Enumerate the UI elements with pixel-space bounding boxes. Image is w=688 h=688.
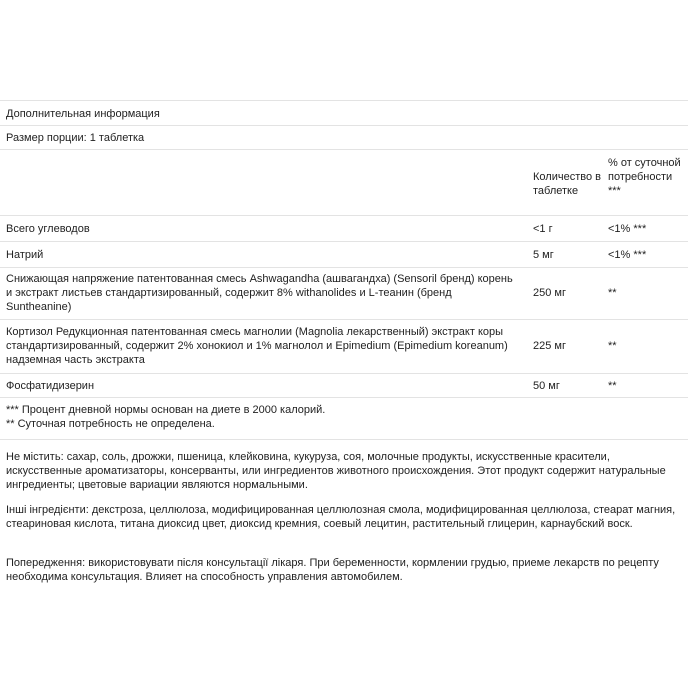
other-ingredients: Інші інгредієнти: декстроза, целлюлоза, модифицированная целлюлозная смола, модифицированная целлюлоза, стеарат магния, стеариновая кислота, титана диоксид цвет, диоксид кремния, соевый лецитин, растительный глицерин, карнаубский воск.	[6, 504, 676, 530]
table-row	[0, 242, 688, 268]
nutrient-amount: 225 мг	[533, 340, 566, 352]
nutrient-daily-value: <1% ***	[608, 249, 647, 261]
nutrient-name: Натрий	[6, 249, 44, 261]
supplement-facts-panel	[0, 100, 688, 440]
daily-value-column-header: % от суточной потребности ***	[608, 157, 681, 197]
serving-size-row	[0, 126, 688, 150]
nutrient-amount: 5 мг	[533, 249, 554, 261]
nutrient-name: Снижающая напряжение патентованная смесь Ashwagandha (ашвагандха) (Sensoril бренд) корень и экстракт листьев стандартизированный, содержит 8% withanolides и L-теанин (бренд Suntheanine)	[6, 273, 513, 313]
table-row	[0, 374, 688, 398]
table-row	[0, 320, 688, 374]
table-row	[0, 268, 688, 320]
nutrient-name: Кортизол Редукционная патентованная смесь магнолии (Magnolia лекарственный) экстракт коры стандартизированный, содержит 2% хонокиол и 1% магнолол и Epimedium (Epimedium koreanum) надземная часть экстракта	[6, 326, 508, 366]
footnote-dv-basis: *** Процент дневной нормы основан на диете в 2000 калорий.	[6, 404, 326, 416]
section-title: Дополнительная информация	[6, 108, 160, 120]
table-row	[0, 216, 688, 242]
nutrient-daily-value: <1% ***	[608, 223, 647, 235]
nutrient-amount: <1 г	[533, 223, 553, 235]
nutrient-amount: 250 мг	[533, 287, 566, 299]
nutrient-daily-value: **	[608, 340, 617, 352]
nutrient-daily-value: **	[608, 287, 617, 299]
nutrient-name: Всего углеводов	[6, 223, 90, 235]
nutrient-name: Фосфатидизерин	[6, 380, 95, 392]
nutrient-amount: 50 мг	[533, 380, 560, 392]
column-header-row	[0, 150, 688, 216]
warning-statement: Попередження: використовувати після консультації лікаря. При беременности, кормлении грудью, приеме лекарств по рецепту необходима консультация. Влияет на способность управления автомобилем.	[6, 557, 659, 583]
amount-column-header: Количество в таблетке	[533, 171, 601, 197]
free-from-statement: Не містить: сахар, соль, дрожжи, пшеница, клейковина, кукуруза, соя, молочные продукты, искусственные красители, искусственные ароматизаторы, консерванты, или ингредиентов животного происхождения. Этот продукт содержит натуральные ингредиенты; цветовые вариации являются нормальными.	[6, 451, 666, 491]
section-title-row	[0, 100, 688, 126]
serving-size: Размер порции: 1 таблетка	[6, 132, 145, 144]
footnote-dv-not-established: ** Суточная потребность не определена.	[6, 418, 215, 430]
nutrient-daily-value: **	[608, 380, 617, 392]
footnotes-block	[0, 398, 688, 440]
